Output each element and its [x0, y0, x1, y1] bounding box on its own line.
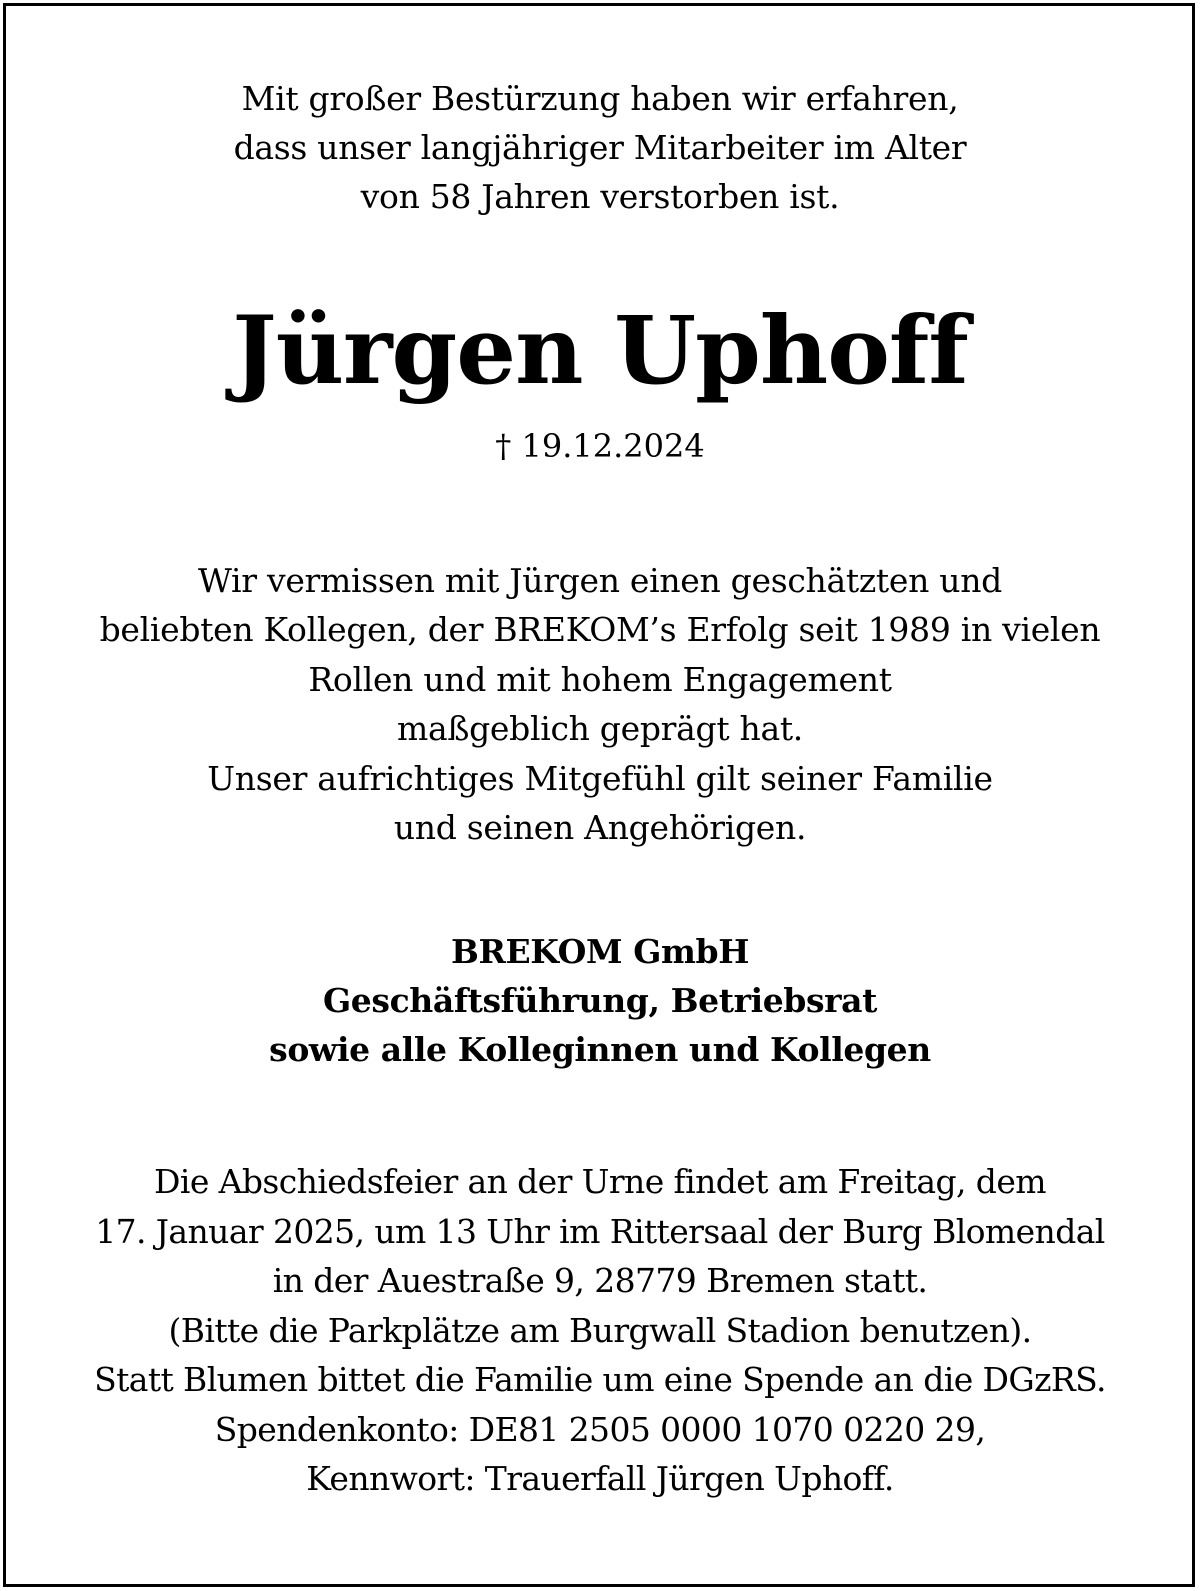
- service-line: in der Auestraße 9, 28779 Bremen statt.: [272, 1261, 928, 1300]
- tribute-text: [0, 556, 1200, 852]
- service-line: Die Abschiedsfeier an der Urne findet am Freitag, dem: [154, 1162, 1046, 1201]
- donation-reference: Kennwort: Trauerfall Jürgen Uphoff.: [306, 1459, 894, 1498]
- service-line: (Bitte die Parkplätze am Burgwall Stadion benutzen).: [168, 1310, 1032, 1350]
- tribute-line: Rollen und mit hohem Engagement: [308, 659, 892, 699]
- intro-line: von 58 Jahren verstorben ist.: [360, 177, 840, 216]
- signatory-company: BREKOM GmbH: [451, 932, 749, 971]
- signatories: [0, 927, 1200, 1074]
- donation-account: Spendenkonto: DE81 2505 0000 1070 0220 29,: [214, 1409, 986, 1449]
- service-information: [0, 1157, 1200, 1504]
- intro-text: [0, 74, 1200, 221]
- signatory-colleagues: sowie alle Kolleginnen und Kollegen: [269, 1030, 931, 1069]
- tribute-line: Wir vermissen mit Jürgen einen geschätzten und: [198, 561, 1002, 600]
- intro-line: dass unser langjähriger Mitarbeiter im Alter: [233, 128, 967, 167]
- service-line: 17. Januar 2025, um 13 Uhr im Rittersaal der Burg Blomendal: [95, 1211, 1105, 1251]
- tribute-line: und seinen Angehörigen.: [393, 808, 807, 848]
- signatory-management: Geschäftsführung, Betriebsrat: [323, 981, 877, 1020]
- death-date: † 19.12.2024: [495, 427, 705, 465]
- tribute-line: Unser aufrichtiges Mitgefühl gilt seiner Familie: [207, 758, 993, 798]
- deceased-name: Jürgen Uphoff: [232, 296, 968, 406]
- tribute-line: beliebten Kollegen, der BREKOM’s Erfolg seit 1989 in vielen: [99, 610, 1101, 650]
- service-line: Statt Blumen bittet die Familie um eine Spende an die DGzRS.: [94, 1360, 1106, 1399]
- intro-line: Mit großer Bestürzung haben wir erfahren,: [241, 79, 959, 118]
- tribute-line: maßgeblich geprägt hat.: [396, 709, 803, 749]
